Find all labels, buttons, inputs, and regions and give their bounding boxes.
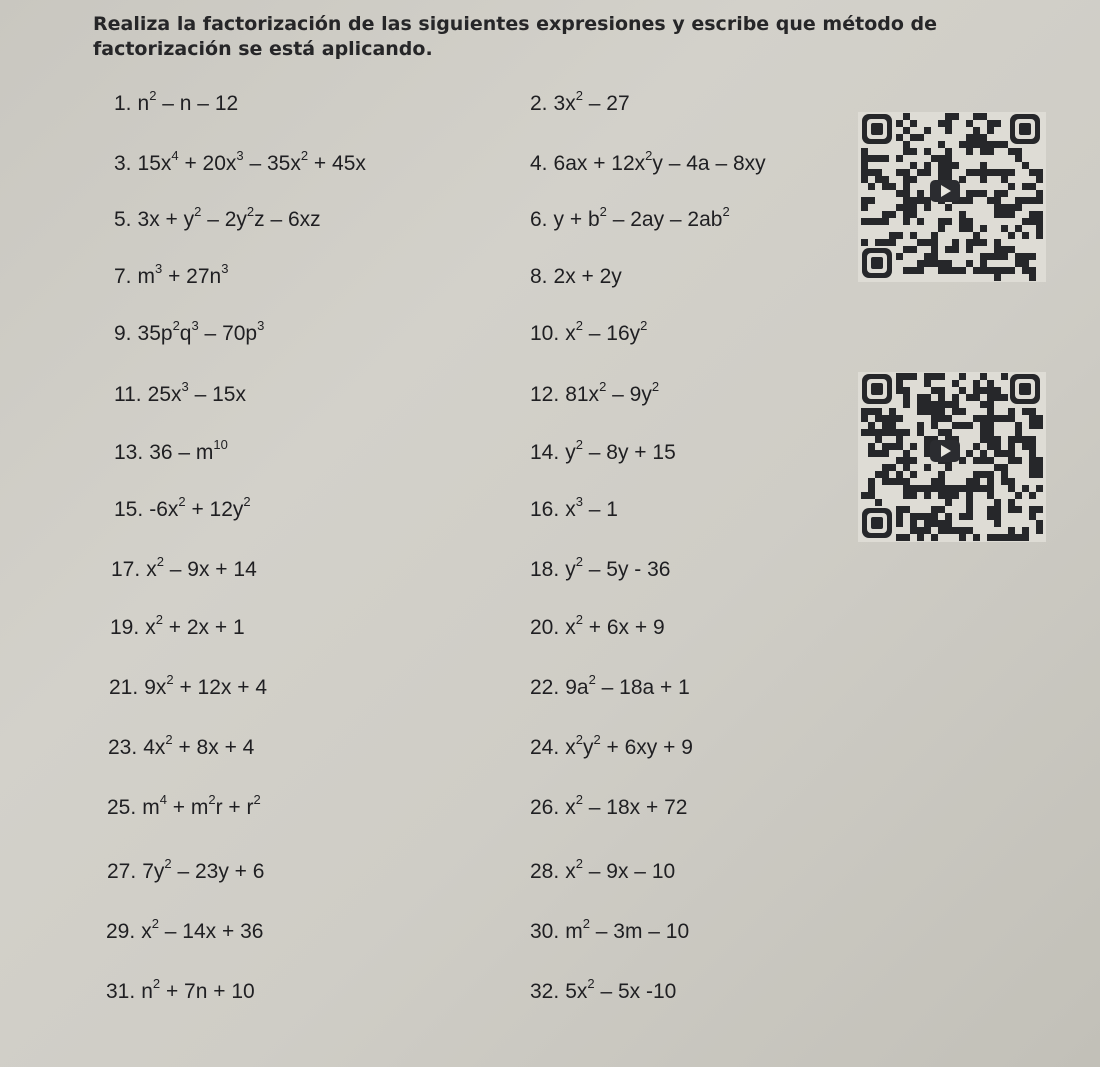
exercise-number: 28. <box>530 860 560 883</box>
expression-term: – 8y + 15 <box>582 441 676 464</box>
expression-term: – 9x – 10 <box>582 860 676 883</box>
exercise-32 <box>530 976 677 1004</box>
exercise-17 <box>111 554 257 582</box>
expression-term: + 20x <box>178 152 237 175</box>
exercise-expression <box>565 732 693 759</box>
exponent: 10 <box>213 437 228 452</box>
exponent: 3 <box>155 261 163 276</box>
exercise-expression <box>553 148 766 175</box>
exercise-29 <box>106 916 264 944</box>
expression-term: y <box>565 441 576 464</box>
exercise-number: 29. <box>106 920 136 943</box>
exercise-expression <box>565 437 676 464</box>
expression-term: – 18a + 1 <box>595 676 690 699</box>
exercise-31 <box>106 976 255 1004</box>
exercise-number: 5. <box>114 208 132 231</box>
expression-term: -6x <box>149 498 179 521</box>
instructions-line-2: factorización se está aplicando. <box>93 38 433 60</box>
expression-term: – 70p <box>198 322 258 345</box>
exercise-expression <box>144 672 268 699</box>
exercise-number: 12. <box>530 383 560 406</box>
exponent: 2 <box>640 318 648 333</box>
exercise-23 <box>108 732 255 760</box>
exponent: 2 <box>243 494 251 509</box>
exponent: 4 <box>171 148 179 163</box>
qr-code-image <box>858 372 1046 542</box>
expression-term: – 5y - 36 <box>582 558 671 581</box>
expression-term: 35p <box>137 322 173 345</box>
expression-term: 4x <box>143 736 166 759</box>
expression-term: + 12y <box>185 498 244 521</box>
exponent: 2 <box>164 856 172 871</box>
expression-term: + 12x + 4 <box>173 676 268 699</box>
exercise-19 <box>110 612 245 640</box>
exercise-number: 13. <box>114 441 144 464</box>
exponent: 2 <box>166 672 174 687</box>
exponent: 3 <box>236 148 244 163</box>
exercise-expression <box>142 792 261 819</box>
exercise-number: 32. <box>530 980 560 1003</box>
qr-code-2[interactable] <box>858 372 1046 542</box>
exercise-number: 6. <box>530 208 548 231</box>
exercise-expression <box>142 856 265 883</box>
expression-term: 7y <box>142 860 165 883</box>
expression-term: x <box>565 498 576 521</box>
expression-term: 6ax + 12x <box>553 152 646 175</box>
exponent: 2 <box>208 792 216 807</box>
exponent: 2 <box>300 148 309 163</box>
exercise-number: 15. <box>114 498 144 521</box>
exercise-number: 19. <box>110 616 140 639</box>
exercise-number: 22. <box>530 676 560 699</box>
exercise-number: 14. <box>530 441 560 464</box>
exercise-27 <box>107 856 265 884</box>
expression-term: 81x <box>565 383 600 406</box>
expression-term: x <box>141 920 152 943</box>
exercise-number: 20. <box>530 616 560 639</box>
exercise-5 <box>114 204 321 232</box>
exercise-18 <box>530 554 671 582</box>
exercise-8 <box>530 265 622 289</box>
exercise-number: 24. <box>530 736 560 759</box>
exponent: 2 <box>599 204 607 219</box>
exercise-number: 30. <box>530 920 560 943</box>
qr-code-image <box>858 112 1046 282</box>
exercise-expression <box>137 318 265 345</box>
expression-term: x <box>145 616 156 639</box>
instructions <box>93 12 1053 62</box>
exercise-number: 27. <box>107 860 137 883</box>
exponent: 2 <box>575 554 583 569</box>
exponent: 3 <box>575 494 583 509</box>
exponent: 2 <box>722 204 730 219</box>
expression-term: y – 4a – 8xy <box>652 152 766 175</box>
exercise-number: 1. <box>114 92 132 115</box>
expression-term: – 1 <box>582 498 618 521</box>
expression-term: m <box>565 920 583 943</box>
expression-term: 36 – m <box>149 441 214 464</box>
exercise-expression <box>141 916 264 943</box>
expression-term: 25x <box>147 383 182 406</box>
expression-term: + 6x + 9 <box>582 616 665 639</box>
expression-term: 5x <box>565 980 588 1003</box>
expression-term: 9a <box>565 676 589 699</box>
exponent: 2 <box>599 379 607 394</box>
exercise-number: 3. <box>114 152 132 175</box>
exponent: 2 <box>575 792 583 807</box>
expression-term: y <box>565 558 576 581</box>
exercise-number: 11. <box>114 383 142 406</box>
exponent: 2 <box>575 318 583 333</box>
exercise-expression <box>141 976 255 1003</box>
expression-term: – 5x -10 <box>594 980 677 1003</box>
exercise-10 <box>530 318 648 346</box>
exercise-expression <box>565 672 690 699</box>
expression-term: – 2y <box>201 208 247 231</box>
exercise-14 <box>530 437 676 465</box>
exercise-22 <box>530 672 690 700</box>
exercise-expression <box>137 88 239 115</box>
exponent: 4 <box>159 792 167 807</box>
exponent: 2 <box>575 437 583 452</box>
exercise-26 <box>530 792 688 820</box>
expression-term: + 27n <box>162 265 222 288</box>
exponent: 2 <box>178 494 186 509</box>
exercise-24 <box>530 732 693 760</box>
exercise-expression <box>565 856 676 883</box>
expression-term: 3x + y <box>137 208 195 231</box>
expression-term: + 45x <box>308 152 366 175</box>
exercise-16 <box>530 494 618 522</box>
exercise-15 <box>114 494 251 522</box>
exercise-number: 8. <box>530 265 548 288</box>
expression-term: y + b <box>553 208 600 231</box>
expression-term: – 3m – 10 <box>589 920 690 943</box>
expression-term: x <box>565 322 576 345</box>
exercise-number: 18. <box>530 558 560 581</box>
expression-term: + m <box>166 796 209 819</box>
exercise-number: 25. <box>107 796 137 819</box>
exponent: 2 <box>575 612 583 627</box>
exercise-13 <box>114 437 228 465</box>
exercise-number: 16. <box>530 498 560 521</box>
exercise-28 <box>530 856 676 884</box>
exercise-2 <box>530 88 630 116</box>
exercise-20 <box>530 612 665 640</box>
exponent: 2 <box>651 379 660 394</box>
exercise-11 <box>114 379 246 407</box>
exercise-expression <box>149 494 251 521</box>
expression-term: – 35x <box>243 152 301 175</box>
exercise-expression <box>137 261 229 288</box>
exercise-expression <box>565 318 648 345</box>
exponent: 3 <box>181 379 189 394</box>
exercise-expression <box>145 612 245 639</box>
exercise-number: 9. <box>114 322 132 345</box>
exercise-6 <box>530 204 730 232</box>
exercise-4 <box>530 148 766 176</box>
exercise-25 <box>107 792 261 820</box>
exercise-12 <box>530 379 660 407</box>
exponent: 2 <box>246 204 255 219</box>
exponent: 2 <box>645 148 653 163</box>
expression-term: r + r <box>215 796 254 819</box>
expression-term: + 8x + 4 <box>172 736 255 759</box>
exercise-number: 4. <box>530 152 548 175</box>
expression-term: 3x <box>553 92 576 115</box>
exercise-21 <box>109 672 268 700</box>
expression-term: 2x + 2y <box>553 265 622 288</box>
exercise-9 <box>114 318 265 346</box>
exponent: 2 <box>151 916 159 931</box>
exercise-expression <box>565 554 671 581</box>
exercise-expression <box>137 204 321 231</box>
expression-term: + 6xy + 9 <box>600 736 693 759</box>
exponent: 2 <box>149 88 157 103</box>
expression-term: x <box>565 860 576 883</box>
expression-term: m <box>142 796 160 819</box>
exercise-expression <box>565 916 690 943</box>
exercise-number: 7. <box>114 265 132 288</box>
exponent: 2 <box>575 88 583 103</box>
exercise-expression <box>149 437 228 464</box>
expression-term: – 9x + 14 <box>163 558 257 581</box>
expression-term: x <box>146 558 157 581</box>
expression-term: x <box>565 796 576 819</box>
exponent: 2 <box>152 976 161 991</box>
exercise-7 <box>114 261 229 289</box>
exercise-expression <box>147 379 246 406</box>
expression-term: – 15x <box>188 383 246 406</box>
exercise-expression <box>565 494 618 521</box>
expression-term: n <box>137 92 150 115</box>
expression-term: q <box>179 322 192 345</box>
exponent: 2 <box>582 916 590 931</box>
exercise-number: 10. <box>530 322 560 345</box>
exponent: 2 <box>588 672 596 687</box>
exponent: 2 <box>155 612 163 627</box>
expression-term: – 18x + 72 <box>582 796 688 819</box>
expression-term: 15x <box>137 152 172 175</box>
exponent: 2 <box>587 976 595 991</box>
exponent: 3 <box>257 318 265 333</box>
exercise-number: 23. <box>108 736 138 759</box>
expression-term: – 27 <box>582 92 630 115</box>
exercise-expression <box>137 148 366 175</box>
expression-term: – 9y <box>606 383 652 406</box>
expression-term: y <box>582 736 594 759</box>
expression-term: + 7n + 10 <box>160 980 255 1003</box>
exercise-number: 21. <box>109 676 139 699</box>
exercise-expression <box>146 554 257 581</box>
exercise-number: 31. <box>106 980 136 1003</box>
exercise-expression <box>565 379 660 406</box>
expression-term: – 23y + 6 <box>171 860 265 883</box>
exponent: 2 <box>593 732 601 747</box>
exercise-expression <box>553 204 730 231</box>
exercise-expression <box>565 612 665 639</box>
expression-term: + 2x + 1 <box>162 616 245 639</box>
exponent: 2 <box>253 792 261 807</box>
exercise-expression <box>554 265 622 288</box>
exercise-expression <box>565 976 677 1003</box>
qr-code-1[interactable] <box>858 112 1046 282</box>
exponent: 2 <box>575 732 583 747</box>
exercise-number: 2. <box>530 92 548 115</box>
exponent: 2 <box>194 204 202 219</box>
expression-term: – 16y <box>582 322 641 345</box>
expression-term: z – 6xz <box>254 208 321 231</box>
exponent: 3 <box>191 318 199 333</box>
expression-term: x <box>565 616 576 639</box>
exercise-expression <box>143 732 255 759</box>
exercise-expression <box>565 792 688 819</box>
expression-term: – n – 12 <box>156 92 239 115</box>
expression-term: n <box>141 980 153 1003</box>
exponent: 3 <box>221 261 229 276</box>
exercise-expression <box>553 88 630 115</box>
exponent: 2 <box>165 732 173 747</box>
exponent: 2 <box>156 554 164 569</box>
exercise-number: 26. <box>530 796 560 819</box>
expression-term: x <box>565 736 576 759</box>
exponent: 2 <box>575 856 583 871</box>
exercise-1 <box>114 88 239 116</box>
exponent: 2 <box>172 318 180 333</box>
expression-term: m <box>137 265 156 288</box>
expression-term: – 14x + 36 <box>158 920 264 943</box>
exercise-number: 17. <box>111 558 141 581</box>
exercise-30 <box>530 916 690 944</box>
expression-term: – 2ay – 2ab <box>606 208 723 231</box>
exercise-3 <box>114 148 366 176</box>
expression-term: 9x <box>144 676 167 699</box>
instructions-line-1: Realiza la factorización de las siguientes expresiones y escribe que método de <box>93 13 938 35</box>
